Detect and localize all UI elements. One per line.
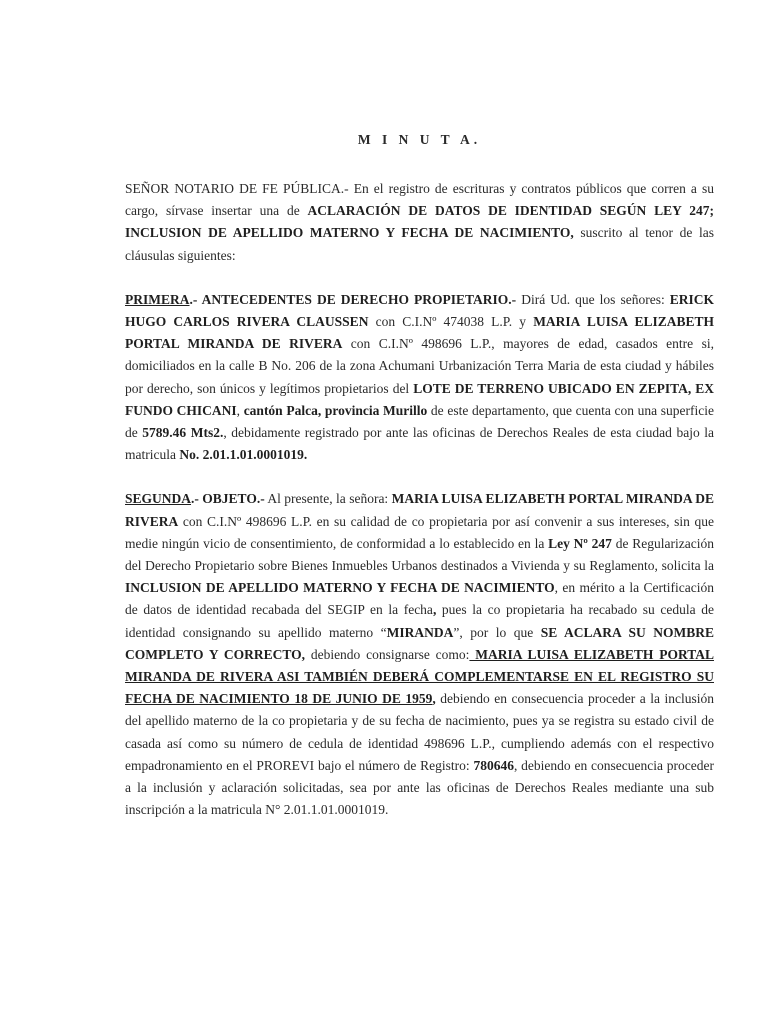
text-run: debiendo en consecuencia proceder a la inclusión del apellido materno de la co propietaria y de su fecha de nacimiento, pues ya se registra su estado civil de casada así como su número de cedula de identidad 498696 L.P., cumpliendo además con el respectivo empadronamiento en el PROREVI bajo el número de Registro: xyxy=(125,691,714,773)
text-run: con C.I.Nº 474038 L.P. y xyxy=(368,314,534,330)
text-run: , xyxy=(432,691,436,707)
text-run: SEGUNDA xyxy=(125,491,192,507)
text-run: con C.I.Nº 498696 L.P. en su calidad de co propietaria por así convenir a sus intereses, sin que medie ningún vicio de consentimiento, de conformidad a lo establecido en la xyxy=(125,513,714,551)
text-run: de este departamento, que cuenta con una superficie de xyxy=(125,402,715,441)
text-run: 780646 xyxy=(473,757,514,773)
text-run: suscrito al tenor de las cláusulas siguientes: xyxy=(125,225,714,263)
text-run: PRIMERA xyxy=(125,291,190,307)
text-run: Dirá Ud. que los señores: xyxy=(516,291,670,307)
text-run: .- ANTECEDENTES DE DERECHO PROPIETARIO.- xyxy=(189,291,517,307)
text-run: SEÑOR NOTARIO DE FE PÚBLICA.- En el registro de escrituras y contratos públicos que corren a su cargo, sírvase insertar una de xyxy=(125,181,714,219)
text-run: Al presente, la señora: xyxy=(264,491,392,507)
text-run: LOTE DE TERRENO UBICADO EN ZEPITA, EX FUNDO CHICANI xyxy=(125,380,714,418)
text-run: , xyxy=(432,602,437,618)
text-run: debiendo consignarse como: xyxy=(305,646,470,662)
intro-paragraph xyxy=(125,178,714,267)
text-run: cantón Palca, provincia Murillo xyxy=(243,402,428,418)
text-run: de Regularización del Derecho Propietario sobre Bienes Inmuebles Urbanos destinados a Vivienda y su Reglamento, solicita la xyxy=(125,535,714,574)
text-run: No. 2.01.1.01.0001019. xyxy=(179,447,308,463)
text-run: ”, por lo que xyxy=(453,624,541,640)
text-run: con C.I.Nº 498696 L.P., mayores de edad, casados entre si, domiciliados en la calle B No. 206 de la zona Achumani Urbanización Terra Maria de esta ciudad y hábiles por derecho, son únicos y legítimos propietarios del xyxy=(125,336,714,396)
text-run: .- OBJETO.- xyxy=(191,491,265,507)
text-run: MARIA LUISA ELIZABETH PORTAL MIRANDA DE RIVERA xyxy=(125,314,715,352)
text-run: ACLARACIÓN DE DATOS DE IDENTIDAD SEGÚN LEY 247; INCLUSION DE APELLIDO MATERNO Y FECHA DE NACIMIENTO, xyxy=(125,203,714,241)
text-run: , debidamente registrado por ante las oficinas de Derechos Reales de esta ciudad bajo la matricula xyxy=(125,425,714,463)
clause-primera-paragraph xyxy=(125,289,714,467)
text-run: MIRANDA xyxy=(386,624,454,640)
text-run: 5789.46 Mts2. xyxy=(142,425,224,441)
text-run: , xyxy=(236,402,244,418)
text-run: MARIA LUISA ELIZABETH PORTAL MIRANDA DE RIVERA xyxy=(125,491,715,529)
text-run: INCLUSION DE APELLIDO MATERNO Y FECHA DE NACIMIENTO xyxy=(125,580,555,596)
text-run: MARIA LUISA ELIZABETH PORTAL MIRANDA DE RIVERA ASI TAMBIÉN DEBERÁ COMPLEMENTARSE EN EL REGISTRO SU FECHA DE NACIMIENTO 18 DE JUNIO DE 1959 xyxy=(125,646,714,707)
text-run: Ley Nº 247 xyxy=(548,535,612,551)
text-run: ERICK HUGO CARLOS RIVERA CLAUSSEN xyxy=(125,291,714,330)
text-run: , en mérito a la Certificación de datos de identidad recabada del SEGIP en la fecha xyxy=(125,580,714,618)
text-run: SE ACLARA SU NOMBRE COMPLETO Y CORRECTO, xyxy=(125,624,715,662)
clause-segunda-paragraph xyxy=(125,488,714,821)
text-run: pues la co propietaria ha recabado su cedula de identidad consignando su apellido materno “ xyxy=(125,602,714,640)
text-run: , debiendo en consecuencia proceder a la inclusión y aclaración solicitadas, sea por ante las oficinas de Derechos Reales mediante una sub inscripción a la matricula N° 2.01.1.01.0001019. xyxy=(125,757,715,818)
document-title: M I N U T A. xyxy=(357,132,482,147)
